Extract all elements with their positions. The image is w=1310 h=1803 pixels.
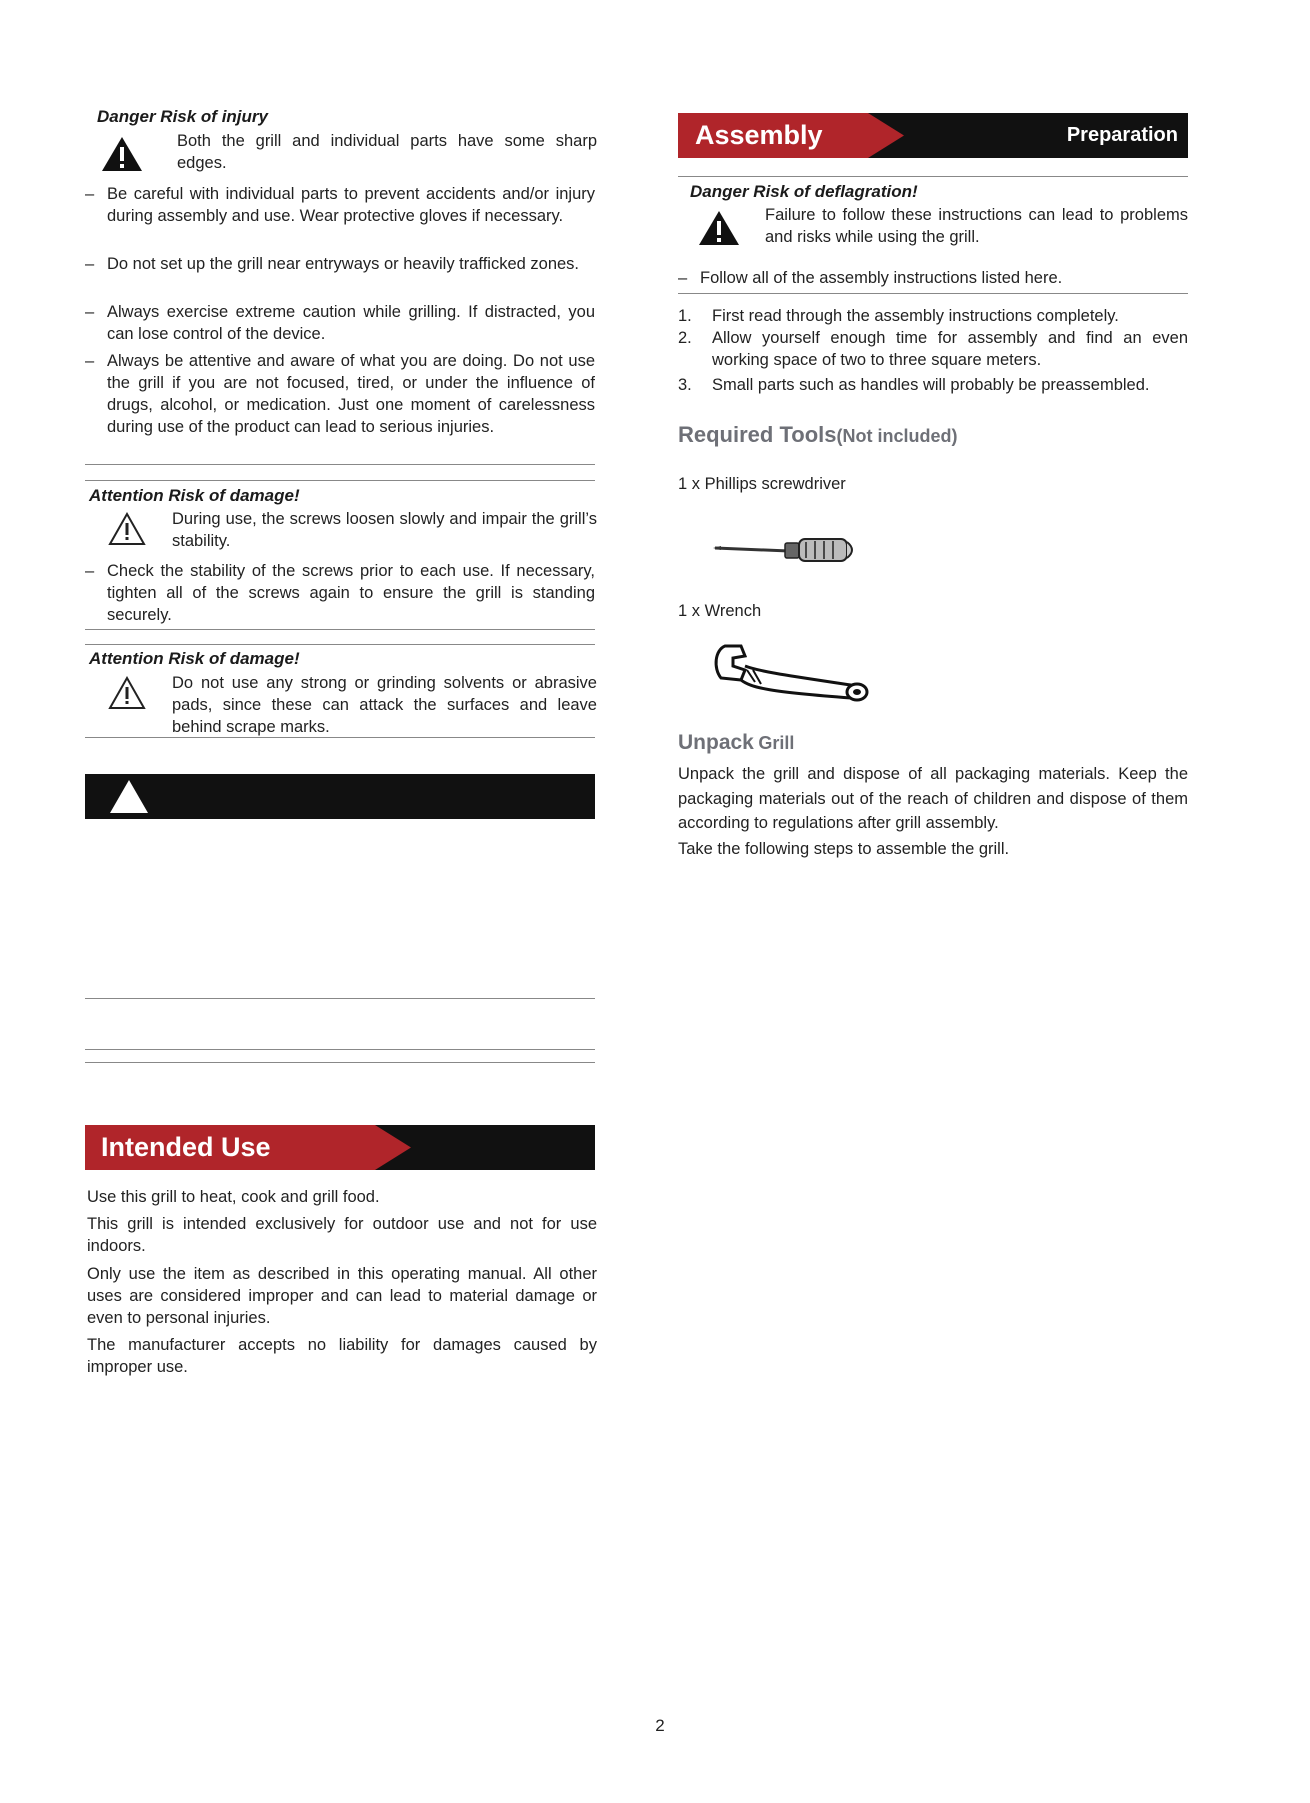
- unpack-grill-heading: Unpack Grill: [678, 731, 795, 754]
- divider: [85, 480, 595, 481]
- screwdriver-icon: [711, 534, 871, 566]
- caution-icon: [108, 512, 146, 546]
- intended-use-title: Intended Use: [101, 1132, 271, 1162]
- list-item: – Check the stability of the screws prior to each use. If necessary, tighten all of the screws again to ensure the grill is standing securely.: [85, 562, 595, 624]
- paragraph: The manufacturer accepts no liability for damages caused by improper use.: [87, 1336, 597, 1376]
- divider: [85, 998, 595, 999]
- wrench-icon: [711, 640, 871, 706]
- caution-icon: [108, 676, 146, 710]
- divider: [85, 464, 595, 465]
- divider: [678, 176, 1188, 177]
- danger-warning-icon: [698, 210, 740, 246]
- step-item: 1. First read through the assembly instructions completely.: [678, 307, 1119, 325]
- attention-screws-label: Attention Risk of damage!: [89, 486, 300, 505]
- assembly-title: Assembly: [695, 120, 823, 150]
- list-item: – Follow all of the assembly instructions listed here.: [678, 269, 1063, 287]
- divider: [85, 1062, 595, 1063]
- paragraph: This grill is intended exclusively for outdoor use and not for use indoors.: [87, 1215, 597, 1255]
- paragraph: Use this grill to heat, cook and grill food.: [87, 1188, 380, 1206]
- step-item: 2. Allow yourself enough time for assembly and find an even working space of two to three square meters.: [678, 329, 1188, 369]
- list-item: – Always be attentive and aware of what you are doing. Do not use the grill if you are not focused, tired, or under the influence of drugs, alcohol, or medication. Just one moment of carelessness during use of the product can lead to serious injuries.: [85, 352, 595, 436]
- divider: [85, 737, 595, 738]
- list-item: – Be careful with individual parts to prevent accidents and/or injury during assembly and use. Wear protective gloves if necessary.: [85, 185, 595, 225]
- attention-solvents-warning: Do not use any strong or grinding solvents or abrasive pads, since these can attack the surfaces and leave behind scrape marks.: [172, 674, 597, 736]
- assembly-banner: [678, 113, 1188, 158]
- paragraph: Take the following steps to assemble the grill.: [678, 840, 1010, 858]
- paragraph: Only use the item as described in this operating manual. All other uses are considered improper and can lead to material damage or even to personal injuries.: [87, 1265, 597, 1327]
- divider: [85, 1049, 595, 1050]
- step-item: 3. Small parts such as handles will probably be preassembled.: [678, 376, 1150, 394]
- list-item: – Always exercise extreme caution while grilling. If distracted, you can lose control of the device.: [85, 303, 595, 343]
- page-number: 2: [655, 1716, 665, 1735]
- divider: [85, 644, 595, 645]
- preparation-subtitle: Preparation: [1066, 124, 1178, 146]
- divider: [678, 293, 1188, 294]
- list-item: – Do not set up the grill near entryways or heavily trafficked zones.: [85, 255, 580, 273]
- required-tools-heading: Required Tools(Not included): [678, 422, 958, 447]
- danger-injury-label: Danger Risk of injury: [97, 107, 268, 126]
- warning-banner: [85, 774, 595, 819]
- danger-injury-warning: Both the grill and individual parts have some sharp edges.: [177, 132, 597, 172]
- warning-triangle-icon: [109, 779, 149, 814]
- tool-item-wrench: 1 x Wrench: [678, 602, 762, 620]
- attention-screws-warning: During use, the screws loosen slowly and impair the grill’s stability.: [172, 510, 597, 550]
- danger-deflagration-warning: Failure to follow these instructions can lead to problems and risks while using the grill.: [765, 206, 1188, 246]
- tool-item-screwdriver: 1 x Phillips screwdriver: [678, 475, 846, 493]
- attention-solvents-label: Attention Risk of damage!: [89, 649, 300, 668]
- intended-use-banner: [85, 1125, 595, 1170]
- danger-warning-icon: [101, 136, 143, 172]
- danger-deflagration-label: Danger Risk of deflagration!: [690, 182, 918, 201]
- paragraph: Unpack the grill and dispose of all packaging materials. Keep the packaging materials out of the reach of children and dispose of them according to regulations after grill assembly.: [678, 765, 1188, 832]
- divider: [85, 629, 595, 630]
